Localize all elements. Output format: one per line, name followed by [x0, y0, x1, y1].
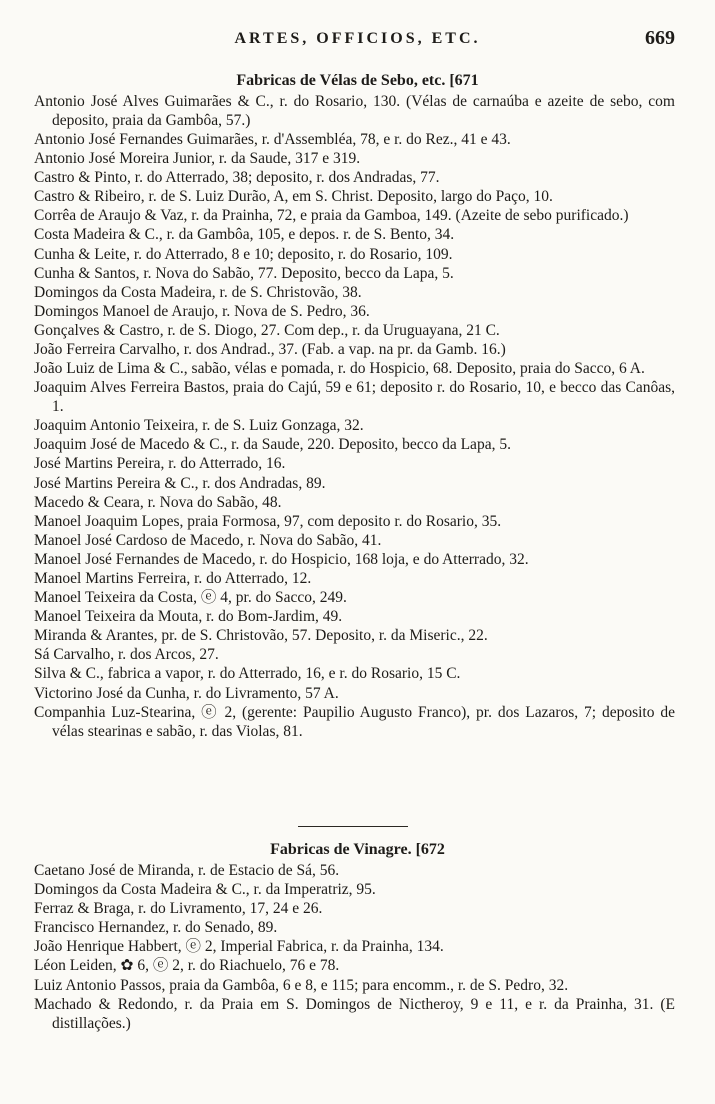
- entry-text: Ferraz & Braga, r. do Livramento, 17, 24 e 26.: [34, 900, 323, 918]
- entry-text: Manoel Martins Ferreira, r. do Atterrado, 12.: [34, 569, 312, 587]
- entry-text: Companhia Luz-Stearina, ⓔ 2, (gerente: Paupilio Augusto Franco), pr. dos Lazaros, 7; deposito de vélas stearinas e sabão, r. das Violas, 81.: [34, 703, 675, 740]
- entry-text: Costa Madeira & C., r. da Gambôa, 105, e depos. r. de S. Bento, 34.: [34, 226, 455, 244]
- entry-text: Antonio José Fernandes Guimarães, r. d'Assembléa, 78, e r. do Rez., 41 e 43.: [34, 131, 511, 148]
- directory-entry: [0, 494, 715, 513]
- directory-entry: [0, 570, 715, 589]
- entry-text: Castro & Pinto, r. do Atterrado, 38; deposito, r. dos Andradas, 77.: [34, 169, 440, 187]
- directory-entry: [0, 665, 715, 684]
- directory-entry: [0, 513, 715, 532]
- directory-entry: [0, 977, 715, 996]
- directory-entry: [0, 551, 715, 570]
- entry-text: Léon Leiden, ✿ 6, ⓔ 2, r. do Riachuelo, 76 e 78.: [34, 957, 340, 975]
- entry-text: Domingos da Costa Madeira & C., r. da Imperatriz, 95.: [34, 881, 376, 899]
- entry-text: Macedo & Ceara, r. Nova do Sabão, 48.: [34, 493, 282, 511]
- entry-text: Cunha & Santos, r. Nova do Sabão, 77. Deposito, becco da Lapa, 5.: [34, 264, 454, 282]
- entry-text: Domingos Manoel de Araujo, r. Nova de S. Pedro, 36.: [34, 302, 370, 320]
- directory-entry: [0, 627, 715, 646]
- entry-text: Caetano José de Miranda, r. de Estacio de Sá, 56.: [34, 862, 340, 879]
- directory-entry: [0, 589, 715, 608]
- directory-entry: [0, 341, 715, 360]
- directory-entry: [0, 284, 715, 303]
- entry-text: Joaquim Antonio Teixeira, r. de S. Luiz Gonzaga, 32.: [34, 417, 364, 435]
- directory-entry: [0, 862, 715, 881]
- entry-list: [0, 862, 715, 1033]
- directory-entry: [0, 704, 715, 742]
- section-candle-factories: [0, 72, 715, 742]
- entry-text: Manoel Teixeira da Costa, ⓔ 4, pr. do Sacco, 249.: [34, 589, 347, 607]
- directory-entry: [0, 417, 715, 436]
- entry-text: Antonio José Alves Guimarães & C., r. do Rosario, 130. (Vélas de carnaúba e azeite de sebo, com deposito, praia da Gambôa, 57.): [34, 93, 675, 129]
- entry-text: Corrêa de Araujo & Vaz, r. da Prainha, 72, e praia da Gamboa, 149. (Azeite de sebo purificado.): [34, 207, 629, 225]
- directory-entry: [0, 646, 715, 665]
- directory-entry: [0, 265, 715, 284]
- directory-entry: [0, 226, 715, 245]
- directory-entry: [0, 996, 715, 1034]
- directory-entry: [0, 379, 715, 417]
- entry-text: Francisco Hernandez, r. do Senado, 89.: [34, 919, 278, 937]
- entry-text: Manoel José Fernandes de Macedo, r. do Hospicio, 168 loja, e do Atterrado, 32.: [34, 550, 529, 568]
- directory-entry: [0, 246, 715, 265]
- directory-entry: [0, 360, 715, 379]
- entry-text: Manoel Teixeira da Mouta, r. do Bom-Jardim, 49.: [34, 608, 343, 626]
- directory-entry: [0, 436, 715, 455]
- section-title: Fabricas de Vélas de Sebo, etc. [671: [236, 72, 479, 89]
- directory-entry: [0, 900, 715, 919]
- directory-entry: [0, 131, 715, 150]
- entry-text: João Ferreira Carvalho, r. dos Andrad., 37. (Fab. a vap. na pr. da Gamb. 16.): [34, 341, 506, 359]
- entry-list: [0, 93, 715, 741]
- entry-text: Machado & Redondo, r. da Praia em S. Domingos de Nictheroy, 9 e 11, e r. da Prainha, 31. (E distillações.): [34, 995, 675, 1032]
- entry-text: Joaquim José de Macedo & C., r. da Saude, 220. Deposito, becco da Lapa, 5.: [34, 436, 511, 454]
- directory-entry: [0, 207, 715, 226]
- entry-text: João Henrique Habbert, ⓔ 2, Imperial Fabrica, r. da Prainha, 134.: [34, 938, 444, 956]
- entry-text: João Luiz de Lima & C., sabão, vélas e pomada, r. do Hospicio, 68. Deposito, praia do Sacco, 6 A.: [34, 360, 645, 378]
- directory-entry: [0, 169, 715, 188]
- directory-entry: [0, 93, 715, 131]
- entry-text: Antonio José Moreira Junior, r. da Saude, 317 e 319.: [34, 150, 361, 168]
- entry-text: Sá Carvalho, r. dos Arcos, 27.: [34, 646, 219, 664]
- directory-entry: [0, 150, 715, 169]
- directory-entry: [0, 188, 715, 207]
- entry-text: Luiz Antonio Passos, praia da Gambôa, 6 e 8, e 115; para encomm., r. de S. Pedro, 32.: [34, 976, 569, 994]
- entry-text: Gonçalves & Castro, r. de S. Diogo, 27. Com dep., r. da Uruguayana, 21 C.: [34, 321, 500, 339]
- section-divider: [298, 826, 408, 827]
- entry-text: Silva & C., fabrica a vapor, r. do Atterrado, 16, e r. do Rosario, 15 C.: [34, 665, 461, 683]
- page-number: 669: [645, 27, 675, 49]
- entry-text: José Martins Pereira, r. do Atterrado, 16.: [34, 455, 286, 473]
- running-header: [40, 27, 675, 54]
- directory-entry: [0, 957, 715, 976]
- section-vinegar-factories: [0, 841, 715, 1034]
- entry-text: Cunha & Leite, r. do Atterrado, 8 e 10; deposito, r. do Rosario, 109.: [34, 245, 453, 263]
- entry-text: Manoel Joaquim Lopes, praia Formosa, 97, com deposito r. do Rosario, 35.: [34, 512, 502, 530]
- directory-entry: [0, 919, 715, 938]
- running-title: ARTES, OFFICIOS, ETC.: [234, 30, 481, 47]
- entry-text: Joaquim Alves Ferreira Bastos, praia do Cajú, 59 e 61; deposito r. do Rosario, 10, e becco das Canôas, 1.: [34, 379, 675, 416]
- directory-entry: [0, 455, 715, 474]
- directory-entry: [0, 685, 715, 704]
- entry-text: Domingos da Costa Madeira, r. de S. Christovão, 38.: [34, 283, 362, 301]
- directory-entry: [0, 608, 715, 627]
- entry-text: Miranda & Arantes, pr. de S. Christovão, 57. Deposito, r. da Miseric., 22.: [34, 627, 488, 645]
- directory-entry: [0, 881, 715, 900]
- directory-entry: [0, 322, 715, 341]
- directory-entry: [0, 303, 715, 322]
- directory-entry: [0, 938, 715, 957]
- section-title: Fabricas de Vinagre. [672: [270, 841, 445, 858]
- entry-text: José Martins Pereira & C., r. dos Andradas, 89.: [34, 474, 326, 492]
- directory-entry: [0, 475, 715, 494]
- entry-text: Manoel José Cardoso de Macedo, r. Nova do Sabão, 41.: [34, 531, 382, 549]
- directory-entry: [0, 532, 715, 551]
- entry-text: Victorino José da Cunha, r. do Livramento, 57 A.: [34, 684, 339, 702]
- entry-text: Castro & Ribeiro, r. de S. Luiz Durão, A, em S. Christ. Deposito, largo do Paço, 10.: [34, 188, 553, 206]
